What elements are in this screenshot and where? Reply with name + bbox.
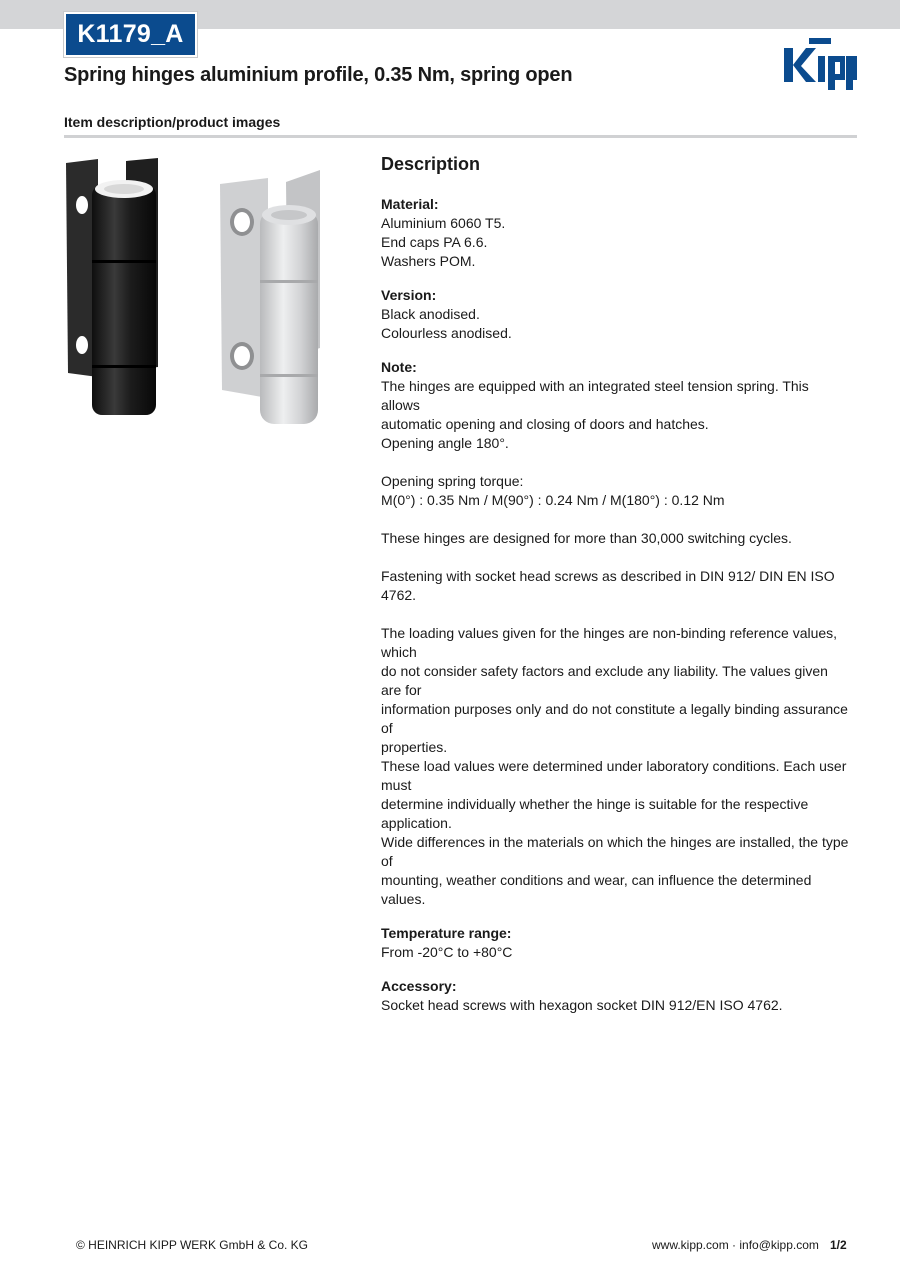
note-torque-paragraph xyxy=(381,472,851,510)
version-line: Colourless anodised. xyxy=(381,325,512,341)
section-label: Item description/product images xyxy=(64,114,281,130)
version-title: Version: xyxy=(381,287,437,303)
loading-line: determine individually whether the hinge is suitable for the respective application. xyxy=(381,796,809,831)
silver-hinge-image xyxy=(216,168,326,430)
loading-line: properties. xyxy=(381,739,448,755)
description-panel xyxy=(381,153,851,1030)
material-block xyxy=(381,195,851,271)
page-number: 1/2 xyxy=(830,1238,847,1252)
note-block xyxy=(381,358,851,909)
torque-label: Opening spring torque: xyxy=(381,473,524,489)
note-line: Opening angle 180°. xyxy=(381,435,509,451)
temperature-value: From -20°C to +80°C xyxy=(381,944,513,960)
material-line: Aluminium 6060 T5. xyxy=(381,215,506,231)
note-line: The hinges are equipped with an integrated steel tension spring. This allows xyxy=(381,378,809,413)
note-title: Note: xyxy=(381,359,417,375)
description-heading: Description xyxy=(381,154,481,174)
loading-line: Wide differences in the materials on which the hinges are installed, the type of xyxy=(381,834,849,869)
version-line: Black anodised. xyxy=(381,306,480,322)
note-loading-paragraph xyxy=(381,624,851,909)
section-divider xyxy=(64,135,857,138)
loading-line: mounting, weather conditions and wear, can influence the determined values. xyxy=(381,872,812,907)
accessory-block xyxy=(381,977,851,1015)
loading-line: These load values were determined under laboratory conditions. Each user must xyxy=(381,758,847,793)
torque-values: M(0°) : 0.35 Nm / M(90°) : 0.24 Nm / M(180°) : 0.12 Nm xyxy=(381,492,725,508)
accessory-value: Socket head screws with hexagon socket DIN 912/EN ISO 4762. xyxy=(381,997,783,1013)
note-fastening-paragraph xyxy=(381,567,851,605)
version-block xyxy=(381,286,851,343)
loading-line: The loading values given for the hinges are non-binding reference values, which xyxy=(381,625,838,660)
temperature-title: Temperature range: xyxy=(381,925,512,941)
loading-line: information purposes only and do not constitute a legally binding assurance of xyxy=(381,701,848,736)
cycles-text: These hinges are designed for more than 30,000 switching cycles. xyxy=(381,530,792,546)
accessory-title: Accessory: xyxy=(381,978,457,994)
fastening-text: Fastening with socket head screws as described in DIN 912/ DIN EN ISO 4762. xyxy=(381,568,835,603)
page-title: Spring hinges aluminium profile, 0.35 Nm, spring open xyxy=(64,64,573,86)
material-title: Material: xyxy=(381,196,439,212)
note-spring-paragraph xyxy=(381,377,851,453)
footer-contact: www.kipp.com · info@kipp.com xyxy=(652,1238,819,1252)
footer-copyright: © HEINRICH KIPP WERK GmbH & Co. KG xyxy=(76,1238,308,1252)
item-code-badge: K1179_A xyxy=(64,12,197,57)
note-cycles-paragraph xyxy=(381,529,851,548)
loading-line: do not consider safety factors and exclude any liability. The values given are for xyxy=(381,663,828,698)
material-line: End caps PA 6.6. xyxy=(381,234,488,250)
kipp-logo xyxy=(782,38,858,92)
temperature-block xyxy=(381,924,851,962)
material-line: Washers POM. xyxy=(381,253,476,269)
black-hinge-image xyxy=(62,155,162,423)
note-line: automatic opening and closing of doors and hatches. xyxy=(381,416,709,432)
